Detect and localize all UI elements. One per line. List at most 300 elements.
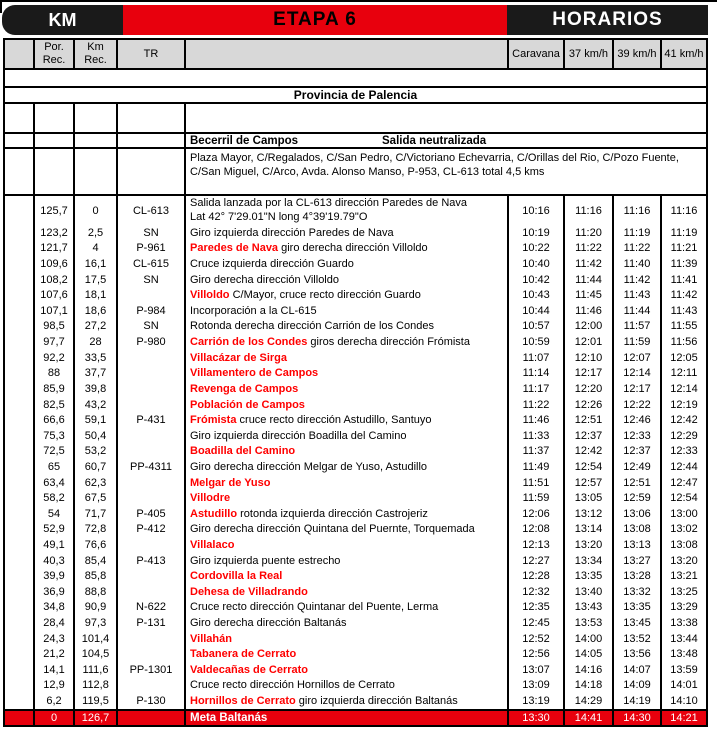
col-km-rec: 17,5 [73, 272, 116, 288]
col-por-rec: 40,3 [33, 553, 73, 569]
col-39kmh-time: 13:13 [612, 537, 660, 553]
col-39kmh-time: 13:35 [612, 600, 660, 616]
col-caravana-time: 11:07 [507, 350, 563, 366]
col-description [184, 693, 507, 709]
empty-cell [3, 412, 33, 428]
col-39kmh-time: 13:28 [612, 568, 660, 584]
neutralized-start-note: Salida neutralizada [382, 134, 487, 147]
empty-cell [3, 678, 33, 694]
col-caravana-time: 10:42 [507, 272, 563, 288]
col-37kmh-time: 13:12 [563, 506, 612, 522]
spacer-cell [3, 70, 708, 86]
col-37kmh-time: 14:00 [563, 631, 612, 647]
description-line [190, 617, 347, 629]
col-39kmh-time: 13:32 [612, 584, 660, 600]
col-km-rec: 2,5 [73, 225, 116, 241]
col-km-rec: 16,1 [73, 256, 116, 272]
empty-cell [3, 490, 33, 506]
col-tr: P-412 [116, 522, 184, 538]
empty-cell [3, 600, 33, 616]
col-caravana-time: 10:44 [507, 303, 563, 319]
town-name: Revenga de Campos [190, 382, 299, 395]
description-line [190, 695, 458, 707]
col-caravana-time: 11:51 [507, 475, 563, 491]
col-por-rec: 121,7 [33, 241, 73, 257]
col-description [184, 522, 507, 538]
description-line [190, 586, 308, 598]
col-km-rec: 28 [73, 334, 116, 350]
town-name: Frómista [190, 414, 237, 427]
col-37kmh-time: 11:44 [563, 272, 612, 288]
col-39kmh-time: 13:08 [612, 522, 660, 538]
empty-cell [3, 319, 33, 335]
col-tr [116, 287, 184, 303]
col-37kmh-time: 12:54 [563, 459, 612, 475]
empty-cell [3, 631, 33, 647]
description-line [190, 461, 427, 473]
empty-cell [33, 104, 73, 132]
col-header-por-rec: Por. Rec. [33, 40, 73, 68]
route-row [3, 319, 708, 335]
description-line [190, 539, 234, 551]
col-km-rec: 76,6 [73, 537, 116, 553]
description-line [190, 679, 395, 691]
empty-cell [116, 104, 184, 132]
col-37kmh-time: 13:53 [563, 615, 612, 631]
col-tr: SN [116, 272, 184, 288]
description-line [190, 648, 296, 660]
finish-km-rec: 126,7 [73, 711, 116, 725]
instruction-text: Cruce recto dirección Quintanar del Puente, Lerma [190, 601, 439, 614]
empty-cell [3, 334, 33, 350]
col-37kmh-time: 12:42 [563, 444, 612, 460]
col-tr [116, 584, 184, 600]
col-caravana-time: 12:35 [507, 600, 563, 616]
col-caravana-time: 10:19 [507, 225, 563, 241]
col-km-rec: 60,7 [73, 459, 116, 475]
col-37kmh-time: 12:20 [563, 381, 612, 397]
col-km-rec: 33,5 [73, 350, 116, 366]
route-row [3, 568, 708, 584]
col-description [184, 678, 507, 694]
col-caravana-time: 12:32 [507, 584, 563, 600]
empty-cell [3, 615, 33, 631]
col-km-rec: 71,7 [73, 506, 116, 522]
description-line [190, 305, 317, 317]
col-39kmh-time: 12:51 [612, 475, 660, 491]
col-description [184, 646, 507, 662]
col-header-caravana: Caravana [507, 40, 563, 68]
route-row [3, 196, 708, 225]
route-row [3, 412, 708, 428]
col-39kmh-time: 12:33 [612, 428, 660, 444]
col-37kmh-time: 14:18 [563, 678, 612, 694]
finish-por-rec: 0 [33, 711, 73, 725]
col-37kmh-time: 12:10 [563, 350, 612, 366]
description-line [190, 523, 475, 535]
empty-cell [3, 522, 33, 538]
col-por-rec: 107,1 [33, 303, 73, 319]
finish-label: Meta Baltanás [184, 711, 507, 725]
empty-cell [3, 134, 33, 147]
col-caravana-time: 10:43 [507, 287, 563, 303]
col-41kmh-time: 12:47 [660, 475, 708, 491]
instruction-text: Giro izquierda dirección Paredes de Nava [190, 226, 394, 239]
col-caravana-time: 11:59 [507, 490, 563, 506]
description-line [190, 633, 232, 645]
col-41kmh-time: 11:21 [660, 241, 708, 257]
col-41kmh-time: 12:42 [660, 412, 708, 428]
empty-cell [3, 350, 33, 366]
col-header-41kmh: 41 km/h [660, 40, 708, 68]
col-37kmh-time: 12:51 [563, 412, 612, 428]
col-km-rec: 85,4 [73, 553, 116, 569]
col-description [184, 459, 507, 475]
empty-cell [3, 568, 33, 584]
col-description [184, 256, 507, 272]
empty-cell [184, 104, 708, 132]
roadbook-table [3, 38, 708, 727]
col-description [184, 303, 507, 319]
empty-cell [33, 149, 73, 194]
horarios-title-block: HORARIOS [507, 5, 708, 35]
col-por-rec: 108,2 [33, 272, 73, 288]
col-37kmh-time: 13:05 [563, 490, 612, 506]
col-39kmh-time: 11:57 [612, 319, 660, 335]
col-km-rec: 37,7 [73, 365, 116, 381]
town-name: Villoldo [190, 289, 230, 302]
town-name: Tabanera de Cerrato [190, 648, 297, 661]
col-tr: P-961 [116, 241, 184, 257]
description-line [190, 492, 230, 504]
town-name: Melgar de Yuso [190, 476, 271, 489]
empty-cell [3, 459, 33, 475]
description-line [190, 383, 298, 395]
col-km-rec: 18,1 [73, 287, 116, 303]
col-41kmh-time: 12:05 [660, 350, 708, 366]
col-description [184, 553, 507, 569]
col-description [184, 287, 507, 303]
col-tr [116, 428, 184, 444]
description-line [190, 258, 354, 270]
description-line [190, 320, 434, 332]
col-caravana-time: 13:09 [507, 678, 563, 694]
empty-cell [3, 381, 33, 397]
col-km-rec: 53,2 [73, 444, 116, 460]
empty-cell [3, 256, 33, 272]
route-row [3, 693, 708, 709]
description-line [190, 242, 428, 254]
col-por-rec: 52,9 [33, 522, 73, 538]
col-description [184, 397, 507, 413]
col-km-rec: 39,8 [73, 381, 116, 397]
empty-cell [73, 104, 116, 132]
instruction-text: giro derecha dirección Villoldo [278, 242, 428, 255]
col-km-rec: 59,1 [73, 412, 116, 428]
col-description [184, 334, 507, 350]
description-line [190, 601, 438, 613]
col-caravana-time: 10:40 [507, 256, 563, 272]
col-caravana-time: 10:59 [507, 334, 563, 350]
col-caravana-time: 13:07 [507, 662, 563, 678]
route-row [3, 365, 708, 381]
col-km-rec: 111,6 [73, 662, 116, 678]
col-39kmh-time: 11:59 [612, 334, 660, 350]
col-caravana-time: 12:45 [507, 615, 563, 631]
col-41kmh-time: 12:11 [660, 365, 708, 381]
col-header-tr: TR [116, 40, 184, 68]
town-name: Villahán [190, 632, 232, 645]
town-name: Cordovilla la Real [190, 570, 283, 583]
col-41kmh-time: 11:39 [660, 256, 708, 272]
col-tr [116, 490, 184, 506]
col-41kmh-time: 12:54 [660, 490, 708, 506]
col-37kmh-time: 14:29 [563, 693, 612, 709]
col-caravana-time: 12:56 [507, 646, 563, 662]
col-caravana-time: 11:33 [507, 428, 563, 444]
description-line [190, 399, 305, 411]
description-line [190, 274, 339, 286]
description-line [190, 352, 287, 364]
col-tr [116, 475, 184, 491]
col-41kmh-time: 12:14 [660, 381, 708, 397]
col-por-rec: 97,7 [33, 334, 73, 350]
empty-cell [3, 537, 33, 553]
empty-cell [3, 506, 33, 522]
col-37kmh-time: 11:46 [563, 303, 612, 319]
route-row [3, 522, 708, 538]
col-41kmh-time: 13:48 [660, 646, 708, 662]
start-town-row [3, 134, 708, 149]
col-description [184, 662, 507, 678]
instruction-text: giros derecha dirección Frómista [307, 336, 470, 349]
col-km-rec: 101,4 [73, 631, 116, 647]
instruction-text: C/Mayor, cruce recto dirección Guardo [229, 289, 421, 302]
description-line [190, 289, 421, 301]
town-name: Villacázar de Sirga [190, 351, 288, 364]
col-por-rec: 34,8 [33, 600, 73, 616]
col-por-rec: 85,9 [33, 381, 73, 397]
col-37kmh-time: 14:16 [563, 662, 612, 678]
page-top-border [0, 0, 717, 2]
col-caravana-time: 12:27 [507, 553, 563, 569]
empty-cell [116, 134, 184, 147]
col-tr: CL-613 [116, 196, 184, 225]
col-39kmh-time: 13:06 [612, 506, 660, 522]
route-row [3, 662, 708, 678]
col-39kmh-time: 11:40 [612, 256, 660, 272]
col-description [184, 584, 507, 600]
route-row [3, 303, 708, 319]
col-39kmh-time: 12:17 [612, 381, 660, 397]
col-km-rec: 112,8 [73, 678, 116, 694]
col-caravana-time: 11:49 [507, 459, 563, 475]
col-por-rec: 107,6 [33, 287, 73, 303]
col-41kmh-time: 12:44 [660, 459, 708, 475]
column-header-row [3, 38, 708, 70]
town-name: Villamentero de Campos [190, 367, 319, 380]
empty-cell [3, 225, 33, 241]
description-line [190, 197, 467, 211]
empty-cell [3, 104, 33, 132]
col-km-rec: 85,8 [73, 568, 116, 584]
col-por-rec: 82,5 [33, 397, 73, 413]
description-line [190, 555, 340, 567]
col-41kmh-time: 12:33 [660, 444, 708, 460]
col-41kmh-time: 13:08 [660, 537, 708, 553]
province-banner: Provincia de Palencia [3, 88, 708, 102]
col-41kmh-time: 14:01 [660, 678, 708, 694]
col-37kmh-time: 11:20 [563, 225, 612, 241]
empty-cell [3, 149, 33, 194]
instruction-text: Salida lanzada por la CL-613 dirección Paredes de Nava [190, 197, 468, 209]
col-description [184, 490, 507, 506]
col-39kmh-time: 11:16 [612, 196, 660, 225]
col-por-rec: 28,4 [33, 615, 73, 631]
col-tr [116, 381, 184, 397]
col-caravana-time: 12:08 [507, 522, 563, 538]
empty-cell [3, 475, 33, 491]
instruction-text: Giro izquierda dirección Boadilla del Camino [190, 429, 407, 442]
col-tr: SN [116, 319, 184, 335]
col-description [184, 412, 507, 428]
route-row [3, 397, 708, 413]
col-tr [116, 631, 184, 647]
instruction-text: Giro derecha dirección Melgar de Yuso, Astudillo [190, 460, 428, 473]
col-caravana-time: 11:17 [507, 381, 563, 397]
col-description [184, 350, 507, 366]
route-row [3, 646, 708, 662]
col-description [184, 475, 507, 491]
col-41kmh-time: 11:56 [660, 334, 708, 350]
col-39kmh-time: 11:42 [612, 272, 660, 288]
col-tr: P-980 [116, 334, 184, 350]
empty-cell [3, 241, 33, 257]
empty-cell [3, 662, 33, 678]
col-caravana-time: 11:22 [507, 397, 563, 413]
col-41kmh-time: 12:19 [660, 397, 708, 413]
col-37kmh-time: 11:42 [563, 256, 612, 272]
col-description [184, 506, 507, 522]
col-por-rec: 125,7 [33, 196, 73, 225]
col-tr [116, 568, 184, 584]
description-line [190, 570, 282, 582]
col-por-rec: 66,6 [33, 412, 73, 428]
finish-41kmh-time: 14:21 [660, 711, 708, 725]
neutralized-route-row [3, 149, 708, 196]
col-por-rec: 36,9 [33, 584, 73, 600]
col-km-rec: 43,2 [73, 397, 116, 413]
col-description [184, 537, 507, 553]
col-header-km-rec: Km Rec. [73, 40, 116, 68]
col-km-rec: 104,5 [73, 646, 116, 662]
col-km-rec: 50,4 [73, 428, 116, 444]
col-41kmh-time: 13:25 [660, 584, 708, 600]
col-37kmh-time: 13:35 [563, 568, 612, 584]
col-41kmh-time: 13:02 [660, 522, 708, 538]
col-header-empty [3, 40, 33, 68]
col-caravana-time: 12:28 [507, 568, 563, 584]
col-por-rec: 88 [33, 365, 73, 381]
col-39kmh-time: 14:19 [612, 693, 660, 709]
col-41kmh-time: 11:16 [660, 196, 708, 225]
route-row [3, 241, 708, 257]
route-row [3, 490, 708, 506]
col-km-rec: 90,9 [73, 600, 116, 616]
col-por-rec: 54 [33, 506, 73, 522]
instruction-text: Rotonda derecha dirección Carrión de los Condes [190, 320, 434, 333]
col-description [184, 600, 507, 616]
finish-caravana-time: 13:30 [507, 711, 563, 725]
empty-cell [3, 303, 33, 319]
col-41kmh-time: 13:21 [660, 568, 708, 584]
route-row [3, 272, 708, 288]
col-tr: N-622 [116, 600, 184, 616]
col-39kmh-time: 12:37 [612, 444, 660, 460]
col-37kmh-time: 13:40 [563, 584, 612, 600]
instruction-text: Cruce recto dirección Hornillos de Cerrato [190, 679, 395, 692]
col-41kmh-time: 13:59 [660, 662, 708, 678]
col-header-description [184, 40, 507, 68]
empty-cell [3, 272, 33, 288]
col-caravana-time: 12:06 [507, 506, 563, 522]
route-row [3, 444, 708, 460]
col-tr: PP-4311 [116, 459, 184, 475]
route-row [3, 428, 708, 444]
empty-cell [3, 711, 33, 725]
col-39kmh-time: 14:09 [612, 678, 660, 694]
col-por-rec: 12,9 [33, 678, 73, 694]
col-39kmh-time: 12:07 [612, 350, 660, 366]
route-row [3, 381, 708, 397]
town-name: Paredes de Nava [190, 242, 279, 255]
col-37kmh-time: 11:22 [563, 241, 612, 257]
col-37kmh-time: 13:14 [563, 522, 612, 538]
col-km-rec: 88,8 [73, 584, 116, 600]
instruction-text: giro izquierda dirección Baltanás [295, 695, 458, 708]
empty-cell [3, 553, 33, 569]
empty-cell [73, 134, 116, 147]
col-37kmh-time: 11:16 [563, 196, 612, 225]
col-por-rec: 6,2 [33, 693, 73, 709]
description-line [190, 336, 470, 348]
col-tr [116, 678, 184, 694]
instruction-text: rotonda izquierda dirección Castrojeriz [237, 507, 428, 520]
empty-cell [33, 134, 73, 147]
col-description [184, 381, 507, 397]
col-description [184, 428, 507, 444]
col-caravana-time: 12:13 [507, 537, 563, 553]
col-41kmh-time: 11:41 [660, 272, 708, 288]
col-km-rec: 72,8 [73, 522, 116, 538]
col-39kmh-time: 11:22 [612, 241, 660, 257]
col-description [184, 241, 507, 257]
col-41kmh-time: 13:29 [660, 600, 708, 616]
route-row [3, 287, 708, 303]
finish-tr [116, 711, 184, 725]
col-39kmh-time: 12:14 [612, 365, 660, 381]
col-39kmh-time: 11:44 [612, 303, 660, 319]
col-header-37kmh: 37 km/h [563, 40, 612, 68]
col-km-rec: 27,2 [73, 319, 116, 335]
instruction-text: cruce recto dirección Astudillo, Santuyo [236, 414, 432, 427]
col-km-rec: 67,5 [73, 490, 116, 506]
col-description [184, 225, 507, 241]
col-41kmh-time: 14:10 [660, 693, 708, 709]
col-header-39kmh: 39 km/h [612, 40, 660, 68]
col-caravana-time: 13:19 [507, 693, 563, 709]
col-41kmh-time: 11:19 [660, 225, 708, 241]
